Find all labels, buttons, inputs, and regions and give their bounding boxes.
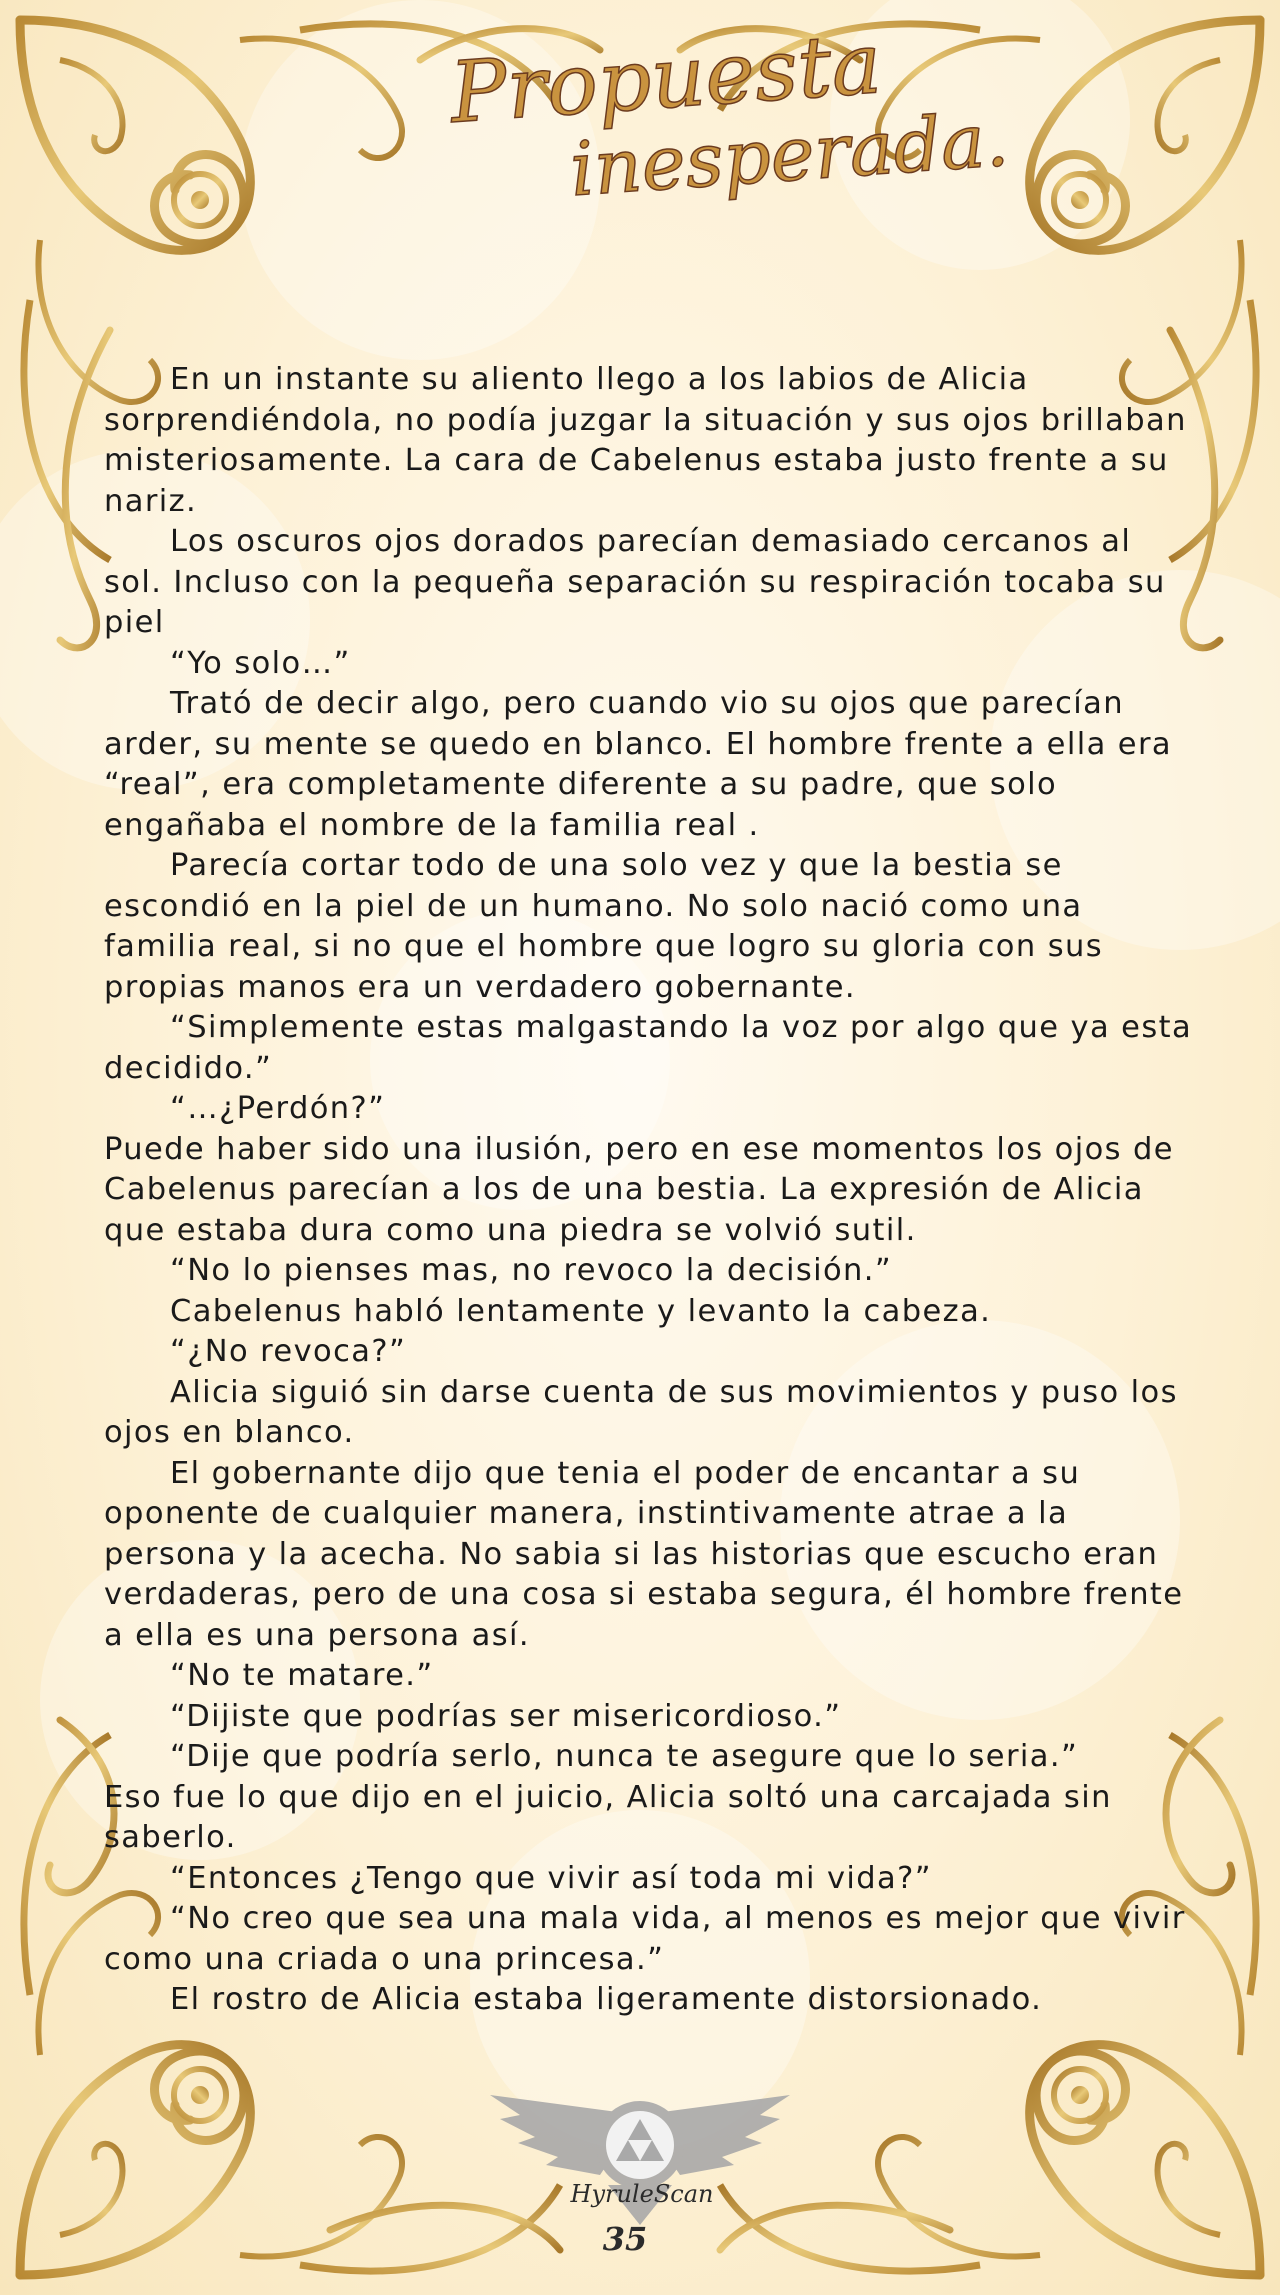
paragraph: El rostro de Alicia estaba ligeramente distorsionado.: [170, 1982, 1043, 2017]
paragraph: Puede haber sido una ilusión, pero en ese momentos los ojos de Cabelenus parecían a los de una bestia. La expresión de Alicia que estaba dura como una piedra se volvió sutil.: [104, 1131, 1174, 1248]
page-number: 35: [602, 2220, 648, 2258]
title-line-2: inesperada.: [567, 96, 1012, 214]
paragraph: “No creo que sea una mala vida, al menos es mejor que vivir como una criada o una princesa.”: [104, 1901, 1186, 1977]
title-line-1: Propuesta: [447, 14, 885, 142]
paragraph: Parecía cortar todo de una solo vez y que la bestia se escondió en la piel de un humano. No solo nació como una familia real, si no que el hombre que logro su gloria con sus propias manos era un verdadero gobernante.: [104, 848, 1103, 1005]
paragraph: El gobernante dijo que tenia el poder de encantar a su oponente de cualquier manera, instintivamente atrae a la persona y la acecha. No sabia si las historias que escucho eran verdaderas, pero de una cosa si estaba segura, él hombre frente a ella es una persona así.: [104, 1455, 1184, 1653]
paragraph: “Simplemente estas malgastando la voz por algo que ya esta decidido.”: [104, 1010, 1193, 1086]
paragraph: “…¿Perdón?”: [170, 1091, 386, 1126]
paragraph: Eso fue lo que dijo en el juicio, Alicia soltó una carcajada sin saberlo.: [104, 1779, 1112, 1855]
paragraph: “Entonces ¿Tengo que vivir así toda mi vida?”: [170, 1860, 932, 1896]
chapter-title: [420, 14, 1012, 214]
paragraph: Alicia siguió sin darse cuenta de sus movimientos y puso los ojos en blanco.: [104, 1374, 1178, 1450]
paragraph: “Dijiste que podrías ser misericordioso.”: [170, 1698, 842, 1734]
hylian-crest-icon: [480, 2075, 800, 2235]
paragraph: “No lo pienses mas, no revoco la decisión.”: [170, 1253, 893, 1288]
paragraph: En un instante su aliento llego a los labios de Alicia sorprendiéndola, no podía juzgar la situación y sus ojos brillaban misteriosamente. La cara de Cabelenus estaba justo frente a su nariz.: [104, 362, 1187, 519]
paragraph: Los oscuros ojos dorados parecían demasiado cercanos al sol. Incluso con la pequeña separación su respiración tocaba su piel: [104, 524, 1166, 640]
paragraph: Trató de decir algo, pero cuando vio su ojos que parecían arder, su mente se quedo en blanco. El hombre frente a ella era “real”, era completamente diferente a su padre, que solo engañaba el nombre de la familia real .: [104, 686, 1172, 843]
paragraph: “Yo solo…”: [170, 645, 351, 681]
paragraph: “Dije que podría serlo, nunca te asegure que lo seria.”: [170, 1739, 1079, 1774]
paragraph: “¿No revoca?”: [170, 1334, 407, 1369]
scanlator-signature: HyruleScan: [570, 2180, 714, 2208]
paragraph: Cabelenus habló lentamente y levanto la cabeza.: [170, 1293, 992, 1329]
story-text: [104, 360, 1194, 2021]
paragraph: “No te matare.”: [170, 1658, 434, 1693]
